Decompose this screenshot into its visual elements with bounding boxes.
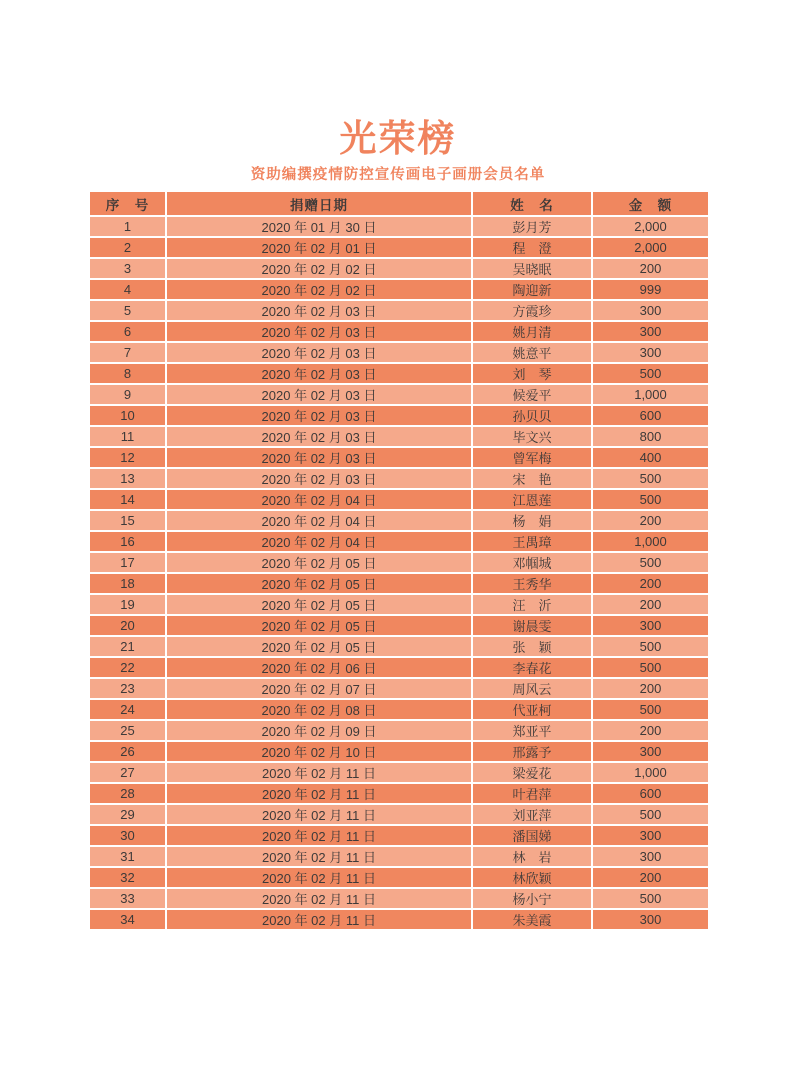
cell-serial-number: 11: [89, 426, 166, 447]
cell-serial-number: 34: [89, 909, 166, 930]
cell-donation-date: 2020 年 02 月 03 日: [166, 321, 472, 342]
table-row: [89, 573, 709, 594]
cell-name: 代亚柯: [472, 699, 592, 720]
cell-name: 彭月芳: [472, 216, 592, 237]
cell-amount: 2,000: [592, 216, 709, 237]
cell-donation-date: 2020 年 02 月 11 日: [166, 846, 472, 867]
cell-serial-number: 19: [89, 594, 166, 615]
cell-serial-number: 30: [89, 825, 166, 846]
table-row: [89, 615, 709, 636]
table-row: [89, 888, 709, 909]
cell-amount: 200: [592, 720, 709, 741]
cell-name: 姚意平: [472, 342, 592, 363]
cell-serial-number: 26: [89, 741, 166, 762]
donor-table: [88, 190, 710, 931]
cell-name: 刘 琴: [472, 363, 592, 384]
cell-donation-date: 2020 年 02 月 03 日: [166, 363, 472, 384]
table-header-row: [89, 191, 709, 216]
table-row: [89, 594, 709, 615]
cell-amount: 500: [592, 657, 709, 678]
cell-name: 郑亚平: [472, 720, 592, 741]
table-row: [89, 510, 709, 531]
cell-donation-date: 2020 年 02 月 11 日: [166, 867, 472, 888]
cell-amount: 200: [592, 510, 709, 531]
cell-donation-date: 2020 年 02 月 03 日: [166, 300, 472, 321]
table-row: [89, 300, 709, 321]
cell-name: 方霞珍: [472, 300, 592, 321]
page-subtitle: 资助编撰疫情防控宣传画电子画册会员名单: [250, 166, 546, 183]
cell-amount: 1,000: [592, 531, 709, 552]
table-row: [89, 405, 709, 426]
cell-donation-date: 2020 年 02 月 11 日: [166, 888, 472, 909]
cell-donation-date: 2020 年 02 月 07 日: [166, 678, 472, 699]
cell-donation-date: 2020 年 02 月 10 日: [166, 741, 472, 762]
cell-donation-date: 2020 年 02 月 05 日: [166, 615, 472, 636]
cell-amount: 200: [592, 594, 709, 615]
cell-serial-number: 10: [89, 405, 166, 426]
cell-donation-date: 2020 年 02 月 02 日: [166, 258, 472, 279]
cell-name: 毕文兴: [472, 426, 592, 447]
table-row: [89, 552, 709, 573]
header-serial-number: 序 号: [89, 191, 166, 216]
cell-amount: 500: [592, 888, 709, 909]
table-row: [89, 384, 709, 405]
cell-serial-number: 15: [89, 510, 166, 531]
cell-name: 程 澄: [472, 237, 592, 258]
cell-name: 候爱平: [472, 384, 592, 405]
cell-serial-number: 27: [89, 762, 166, 783]
cell-donation-date: 2020 年 02 月 06 日: [166, 657, 472, 678]
table-row: [89, 489, 709, 510]
table-row: [89, 321, 709, 342]
cell-serial-number: 5: [89, 300, 166, 321]
cell-donation-date: 2020 年 02 月 04 日: [166, 531, 472, 552]
table-row: [89, 720, 709, 741]
cell-serial-number: 18: [89, 573, 166, 594]
cell-serial-number: 7: [89, 342, 166, 363]
cell-name: 邢露予: [472, 741, 592, 762]
table-row: [89, 657, 709, 678]
cell-amount: 300: [592, 846, 709, 867]
cell-name: 谢晨雯: [472, 615, 592, 636]
cell-name: 王禺璋: [472, 531, 592, 552]
cell-name: 李春花: [472, 657, 592, 678]
table-row: [89, 846, 709, 867]
cell-donation-date: 2020 年 02 月 11 日: [166, 909, 472, 930]
cell-serial-number: 2: [89, 237, 166, 258]
cell-donation-date: 2020 年 02 月 11 日: [166, 825, 472, 846]
header-name: 姓 名: [472, 191, 592, 216]
cell-name: 江恩莲: [472, 489, 592, 510]
table-row: [89, 636, 709, 657]
cell-name: 吴晓眠: [472, 258, 592, 279]
cell-donation-date: 2020 年 01 月 30 日: [166, 216, 472, 237]
cell-serial-number: 3: [89, 258, 166, 279]
cell-serial-number: 6: [89, 321, 166, 342]
cell-donation-date: 2020 年 02 月 05 日: [166, 552, 472, 573]
cell-serial-number: 25: [89, 720, 166, 741]
table-row: [89, 741, 709, 762]
cell-amount: 500: [592, 636, 709, 657]
cell-amount: 999: [592, 279, 709, 300]
cell-serial-number: 16: [89, 531, 166, 552]
cell-amount: 300: [592, 300, 709, 321]
table-row: [89, 447, 709, 468]
cell-donation-date: 2020 年 02 月 08 日: [166, 699, 472, 720]
cell-amount: 600: [592, 783, 709, 804]
cell-donation-date: 2020 年 02 月 04 日: [166, 510, 472, 531]
cell-donation-date: 2020 年 02 月 09 日: [166, 720, 472, 741]
cell-amount: 1,000: [592, 762, 709, 783]
cell-name: 叶君萍: [472, 783, 592, 804]
cell-donation-date: 2020 年 02 月 03 日: [166, 468, 472, 489]
cell-serial-number: 14: [89, 489, 166, 510]
cell-name: 潘国娣: [472, 825, 592, 846]
table-row: [89, 363, 709, 384]
cell-amount: 300: [592, 909, 709, 930]
table-row: [89, 468, 709, 489]
table-row: [89, 258, 709, 279]
cell-amount: 300: [592, 321, 709, 342]
cell-amount: 600: [592, 405, 709, 426]
cell-donation-date: 2020 年 02 月 04 日: [166, 489, 472, 510]
header-amount: 金 额: [592, 191, 709, 216]
cell-amount: 500: [592, 552, 709, 573]
table-row: [89, 699, 709, 720]
table-row: [89, 825, 709, 846]
cell-serial-number: 28: [89, 783, 166, 804]
cell-serial-number: 24: [89, 699, 166, 720]
table-row: [89, 804, 709, 825]
cell-name: 刘亚萍: [472, 804, 592, 825]
cell-name: 陶迎新: [472, 279, 592, 300]
cell-serial-number: 22: [89, 657, 166, 678]
cell-serial-number: 9: [89, 384, 166, 405]
cell-name: 王秀华: [472, 573, 592, 594]
table-row: [89, 216, 709, 237]
cell-donation-date: 2020 年 02 月 03 日: [166, 405, 472, 426]
cell-donation-date: 2020 年 02 月 11 日: [166, 762, 472, 783]
table-row: [89, 678, 709, 699]
cell-amount: 200: [592, 678, 709, 699]
cell-serial-number: 33: [89, 888, 166, 909]
cell-serial-number: 32: [89, 867, 166, 888]
cell-name: 周风云: [472, 678, 592, 699]
cell-serial-number: 20: [89, 615, 166, 636]
cell-serial-number: 13: [89, 468, 166, 489]
cell-donation-date: 2020 年 02 月 05 日: [166, 573, 472, 594]
cell-donation-date: 2020 年 02 月 01 日: [166, 237, 472, 258]
cell-name: 姚月清: [472, 321, 592, 342]
cell-name: 林 岩: [472, 846, 592, 867]
cell-name: 张 颖: [472, 636, 592, 657]
cell-amount: 200: [592, 573, 709, 594]
cell-serial-number: 23: [89, 678, 166, 699]
cell-donation-date: 2020 年 02 月 02 日: [166, 279, 472, 300]
table-row: [89, 237, 709, 258]
cell-serial-number: 17: [89, 552, 166, 573]
table-row: [89, 867, 709, 888]
cell-name: 宋 艳: [472, 468, 592, 489]
cell-donation-date: 2020 年 02 月 03 日: [166, 342, 472, 363]
cell-amount: 800: [592, 426, 709, 447]
cell-name: 林欣颖: [472, 867, 592, 888]
cell-serial-number: 12: [89, 447, 166, 468]
cell-serial-number: 29: [89, 804, 166, 825]
cell-name: 汪 沂: [472, 594, 592, 615]
table-row: [89, 342, 709, 363]
cell-amount: 300: [592, 615, 709, 636]
cell-donation-date: 2020 年 02 月 11 日: [166, 804, 472, 825]
cell-amount: 400: [592, 447, 709, 468]
table-row: [89, 531, 709, 552]
cell-donation-date: 2020 年 02 月 11 日: [166, 783, 472, 804]
page-title: 光荣榜: [339, 116, 457, 160]
table-row: [89, 279, 709, 300]
cell-name: 朱美霞: [472, 909, 592, 930]
cell-serial-number: 8: [89, 363, 166, 384]
table-row: [89, 426, 709, 447]
cell-amount: 500: [592, 468, 709, 489]
cell-serial-number: 4: [89, 279, 166, 300]
cell-amount: 500: [592, 699, 709, 720]
cell-amount: 200: [592, 867, 709, 888]
cell-name: 杨 娟: [472, 510, 592, 531]
cell-amount: 500: [592, 804, 709, 825]
cell-name: 曾军梅: [472, 447, 592, 468]
cell-serial-number: 31: [89, 846, 166, 867]
cell-amount: 300: [592, 342, 709, 363]
cell-amount: 200: [592, 258, 709, 279]
cell-amount: 300: [592, 825, 709, 846]
cell-name: 邓帼城: [472, 552, 592, 573]
cell-serial-number: 21: [89, 636, 166, 657]
cell-donation-date: 2020 年 02 月 03 日: [166, 426, 472, 447]
cell-name: 杨小宁: [472, 888, 592, 909]
cell-amount: 500: [592, 363, 709, 384]
table-row: [89, 909, 709, 930]
cell-amount: 1,000: [592, 384, 709, 405]
cell-donation-date: 2020 年 02 月 03 日: [166, 384, 472, 405]
cell-donation-date: 2020 年 02 月 05 日: [166, 636, 472, 657]
cell-donation-date: 2020 年 02 月 03 日: [166, 447, 472, 468]
cell-name: 梁爱花: [472, 762, 592, 783]
cell-donation-date: 2020 年 02 月 05 日: [166, 594, 472, 615]
cell-serial-number: 1: [89, 216, 166, 237]
cell-amount: 300: [592, 741, 709, 762]
cell-name: 孙贝贝: [472, 405, 592, 426]
table-row: [89, 762, 709, 783]
table-row: [89, 783, 709, 804]
cell-amount: 2,000: [592, 237, 709, 258]
cell-amount: 500: [592, 489, 709, 510]
header-donation-date: 捐赠日期: [166, 191, 472, 216]
